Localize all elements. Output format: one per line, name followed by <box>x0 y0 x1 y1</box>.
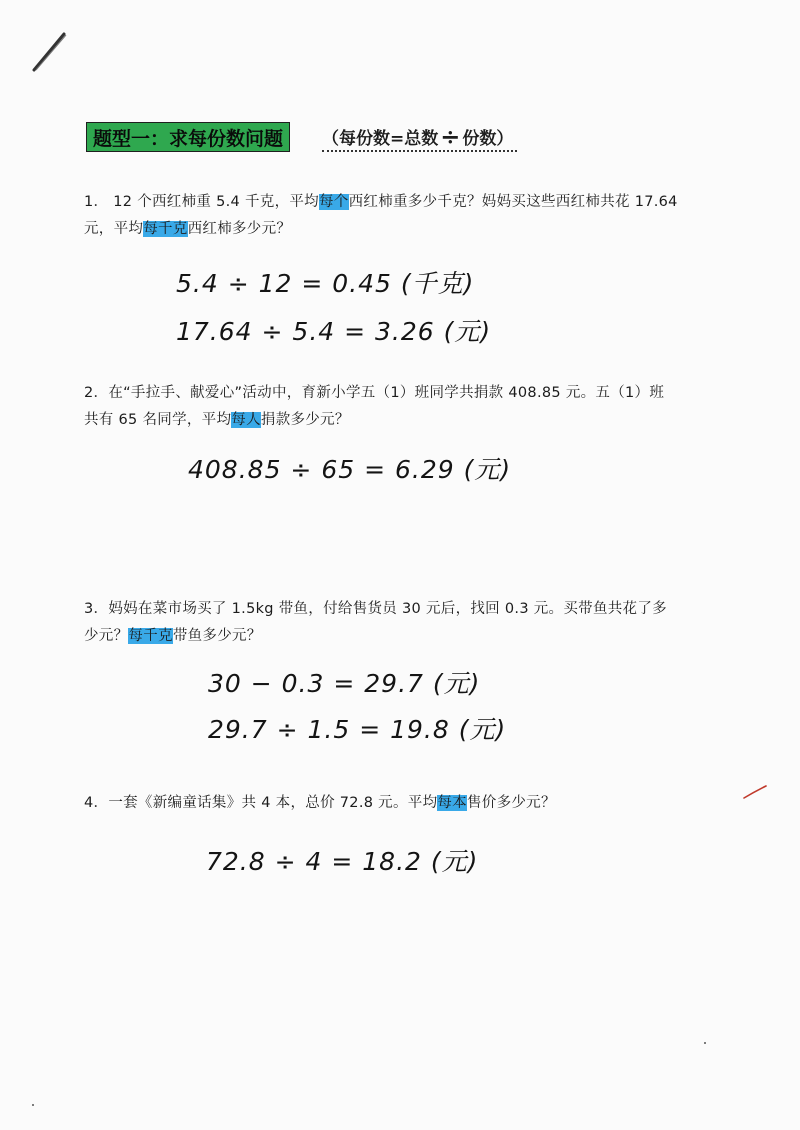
handwritten-answer: 408.85 ÷ 65 = 6.29 (元) <box>188 455 512 484</box>
question-line <box>84 623 667 650</box>
question-line <box>84 380 664 407</box>
question-text: 售价多少元？ <box>466 795 556 811</box>
formula-right: 份数） <box>462 128 514 149</box>
question-text: 4．一套《新编童话集》共 4 本，总价 72.8 元。平均 <box>84 795 438 811</box>
speck <box>704 1042 706 1044</box>
question-text: 元，平均 <box>84 221 144 237</box>
question-text: 共有 65 名同学，平均 <box>84 412 232 428</box>
highlighted-keyword: 每个 <box>318 194 349 210</box>
question-3 <box>84 596 667 650</box>
question-text: 3．妈妈在菜市场买了 1.5kg 带鱼，付给售货员 30 元后，找回 0.3 元。买带鱼共花了多 <box>84 601 667 617</box>
handwritten-answer: 17.64 ÷ 5.4 = 3.26 (元) <box>176 317 492 346</box>
handwritten-answer: 30 − 0.3 = 29.7 (元) <box>208 669 481 698</box>
question-text: 西红柿多少元？ <box>187 221 292 237</box>
question-text: 少元？ <box>84 628 129 644</box>
question-text: 捐款多少元？ <box>260 412 350 428</box>
title-formula <box>322 122 517 152</box>
title-label: 题型一：求每份数问题 <box>86 122 290 152</box>
handwritten-answer: 5.4 ÷ 12 = 0.45 (千克) <box>176 269 475 298</box>
question-text: 1． 12 个西红柿重 5.4 千克，平均 <box>84 194 319 210</box>
handwritten-answer: 72.8 ÷ 4 = 18.2 (元) <box>206 847 479 876</box>
highlighted-keyword: 每本 <box>437 795 467 811</box>
highlighted-keyword: 每人 <box>231 412 261 428</box>
pen-scribble-icon <box>30 30 70 74</box>
question-line <box>84 596 667 623</box>
highlighted-keyword: 每千克 <box>143 221 188 237</box>
formula-left: （每份数=总数 <box>322 128 439 149</box>
question-line <box>84 216 678 243</box>
section-title <box>86 122 586 152</box>
speck <box>32 1104 34 1106</box>
question-line <box>84 790 556 817</box>
handwritten-answer: 29.7 ÷ 1.5 = 19.8 (元) <box>208 715 507 744</box>
question-line <box>84 407 664 434</box>
question-text: 带鱼多少元？ <box>172 628 262 644</box>
highlighted-keyword: 每千克 <box>128 628 173 644</box>
red-check-mark-icon <box>742 784 768 800</box>
question-line <box>84 189 678 216</box>
divide-sign: ÷ <box>440 121 461 151</box>
question-text: 西红柿重多少千克？妈妈买这些西红柿共花 17.64 <box>348 194 678 210</box>
question-4 <box>84 790 556 817</box>
question-2 <box>84 380 664 434</box>
question-1 <box>84 189 678 243</box>
question-text: 2．在“手拉手、献爱心”活动中，育新小学五（1）班同学共捐款 408.85 元。五（1）班 <box>84 385 665 401</box>
